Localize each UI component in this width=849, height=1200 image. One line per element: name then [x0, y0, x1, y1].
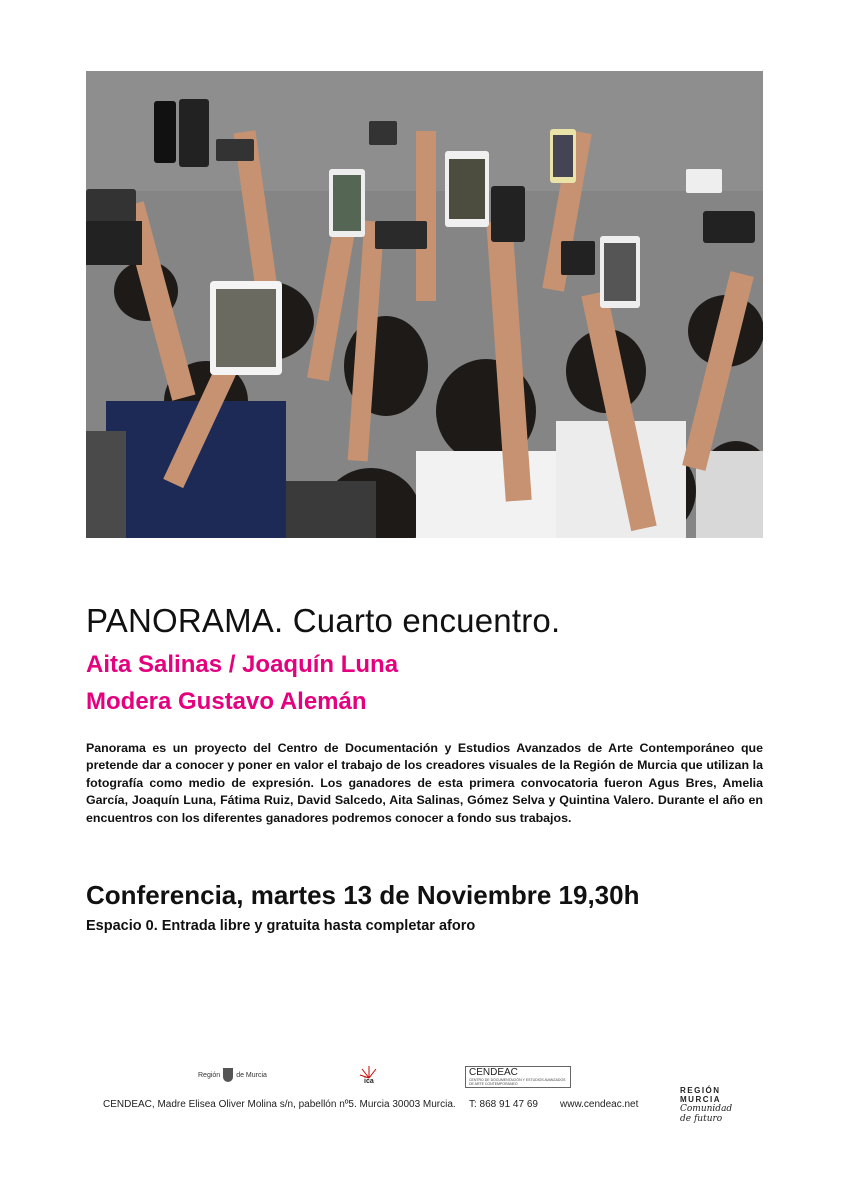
moderator-subtitle: Modera Gustavo Alemán [86, 688, 367, 715]
ica-logo-text: ica [364, 1078, 374, 1085]
footer-phone: T: 868 91 47 69 [469, 1099, 538, 1110]
conference-datetime: Conferencia, martes 13 de Noviembre 19,30h [86, 880, 640, 910]
region-murcia-logo-text-right: de Murcia [236, 1071, 267, 1079]
cendeac-logo [465, 1066, 571, 1088]
venue-info: Espacio 0. Entrada libre y gratuita hasta completar aforo [86, 918, 476, 934]
region-murcia-logo [198, 1068, 267, 1082]
region-logo-line1: Comunidad [680, 1104, 733, 1114]
region-logo-top: REGIÓN [680, 1086, 721, 1095]
region-murcia-comunidad-logo [680, 1086, 740, 1124]
crowd-photo-image [86, 71, 763, 538]
ica-logo [358, 1064, 380, 1090]
speakers-subtitle: Aita Salinas / Joaquín Luna [86, 651, 399, 678]
crowd-photo [86, 71, 763, 538]
region-logo-mid: MURCIA [680, 1095, 721, 1104]
footer-logos [0, 1062, 849, 1132]
description-paragraph: Panorama es un proyecto del Centro de Documentación y Estudios Avanzados de Arte Contemporáneo que pretende dar a conocer y poner en valor el trabajo de los creadores visuales de la Región de Murcia que utilizan la fotografía como medio de expresión. Los ganadores de esta primera convocatoria fueron Agus Bres, Amelia García, Joaquín Luna, Fátima Ruiz, David Salcedo, Aita Salinas, Gómez Selva y Quintina Valero. Durante el año en encuentros con los diferentes ganadores podremos conocer a fondo sus trabajos. [86, 741, 763, 825]
cendeac-logo-text: CENDEAC [469, 1067, 518, 1078]
shield-icon [223, 1068, 233, 1082]
region-murcia-logo-text-left: Región [198, 1071, 221, 1079]
footer-address: CENDEAC, Madre Elisea Oliver Molina s/n, pabellón nº5. Murcia 30003 Murcia. [103, 1099, 456, 1110]
footer-website-link[interactable]: www.cendeac.net [560, 1099, 639, 1110]
page-title: PANORAMA. Cuarto encuentro. [86, 602, 561, 639]
region-logo-line2: de futuro [680, 1114, 723, 1124]
cendeac-logo-subtext: CENTRO DE DOCUMENTACIÓN Y ESTUDIOS AVANZADOS DE ARTE CONTEMPORÁNEO [469, 1078, 566, 1086]
